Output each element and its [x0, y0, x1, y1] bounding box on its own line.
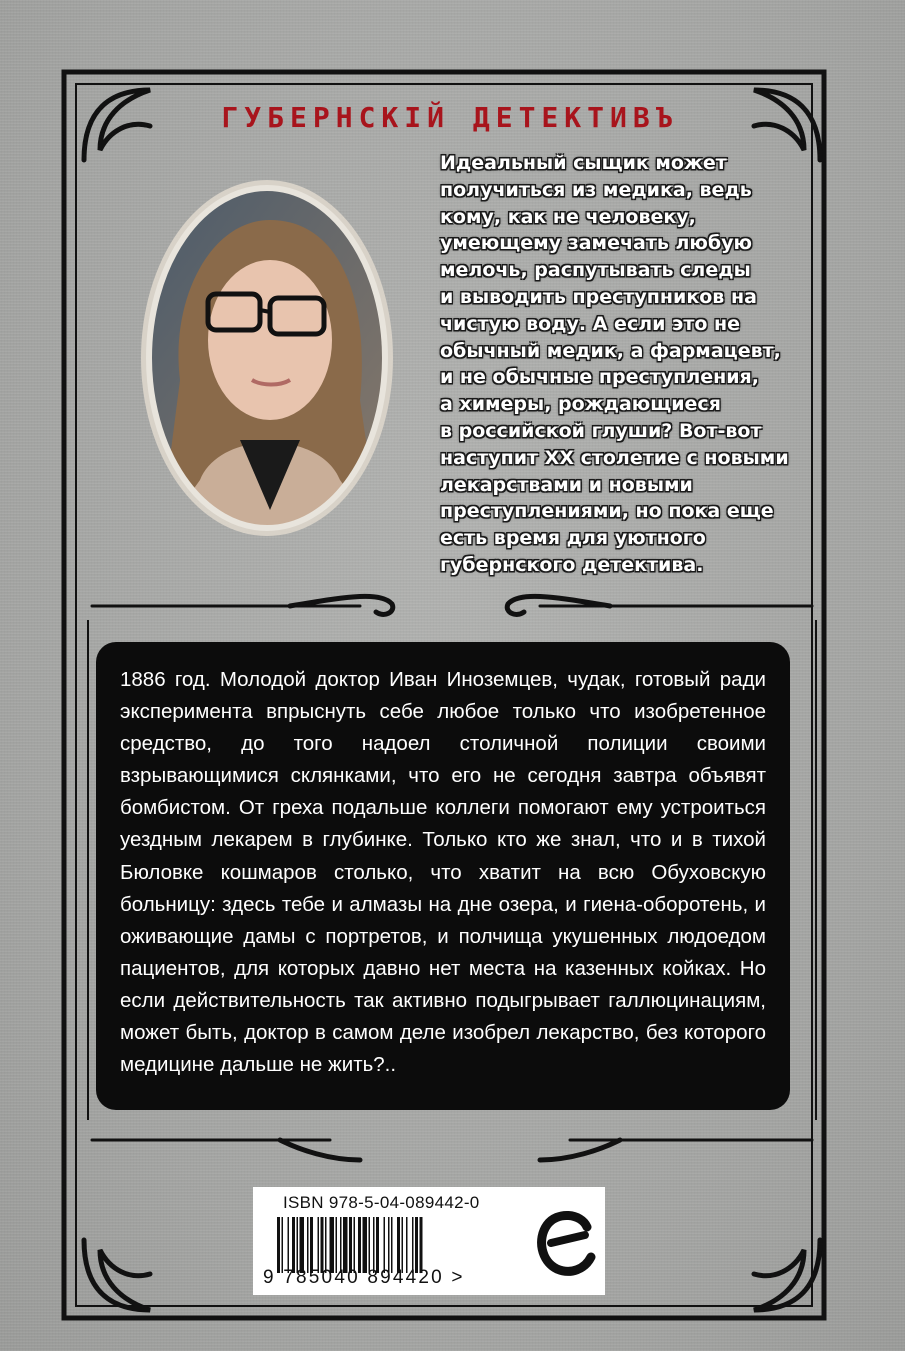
blurb-line: в российской глуши? Вот-вот — [440, 419, 762, 442]
blurb-line: есть время для уютного — [440, 527, 706, 550]
blurb-line: обычный медик, а фармацевт, — [440, 339, 781, 362]
blurb-line: а химеры, рождающиеся — [440, 393, 721, 416]
author-portrait — [140, 180, 394, 536]
barcode-panel — [253, 1187, 605, 1295]
blurb-line: умеющему замечать любую — [440, 232, 752, 255]
eksmo-logo-icon — [535, 1205, 599, 1279]
blurb-text — [440, 150, 800, 579]
blurb-line: получиться из медика, ведь — [440, 178, 752, 201]
blurb-line: и выводить преступников на — [440, 285, 757, 308]
blurb-line: Идеальный сыщик может — [440, 152, 727, 174]
series-title: ГУБЕРНСКIЙ ДЕТЕКТИВЪ — [221, 101, 679, 134]
barcode-digits: 9 785040 894420 > — [263, 1267, 465, 1288]
blurb-line: чистую воду. А если это не — [440, 312, 741, 335]
blurb-line: лекарствами и новыми — [440, 473, 693, 496]
blurb-line: преступлениями, но пока еще — [440, 500, 774, 523]
blurb-line: мелочь, распутывать следы — [440, 259, 751, 282]
description-text: 1886 год. Молодой доктор Иван Иноземцев, чудак, готовый ради эксперимента впрыснуть себе любое только что изобретенное средство, до того надоел столичной полиции своими взрывающимися склянками, что его не сегодня завтра объявят бомбистом. От греха подальше коллеги помогают ему устроиться уездным лекарем в глубинке. Только кто же знал, что и в тихой Бюловке кошмаров столько, что хватит на всю Обуховскую больницу: здесь тебе и алмазы на дне озера, и гиена-оборотень, и оживающие дамы с портретов, и полчища укушенных людоедом пациентов, для которых давно нет места на казенных койках. Но если действительность так активно подыгрывает галлюцинациям, может быть, доктор в самом деле изобрел лекарство, без которого медицине дальше не жить?.. — [120, 668, 766, 1077]
blurb-line: и не обычные преступления, — [440, 366, 759, 389]
blurb-line: кому, как не человеку, — [440, 205, 696, 228]
isbn-text: ISBN 978-5-04-089442-0 — [283, 1193, 480, 1212]
barcode-icon — [277, 1217, 509, 1273]
blurb-line: наступит XX столетие с новыми — [440, 446, 789, 469]
description-box — [96, 642, 790, 1110]
blurb-line: губернского детектива. — [440, 553, 704, 576]
